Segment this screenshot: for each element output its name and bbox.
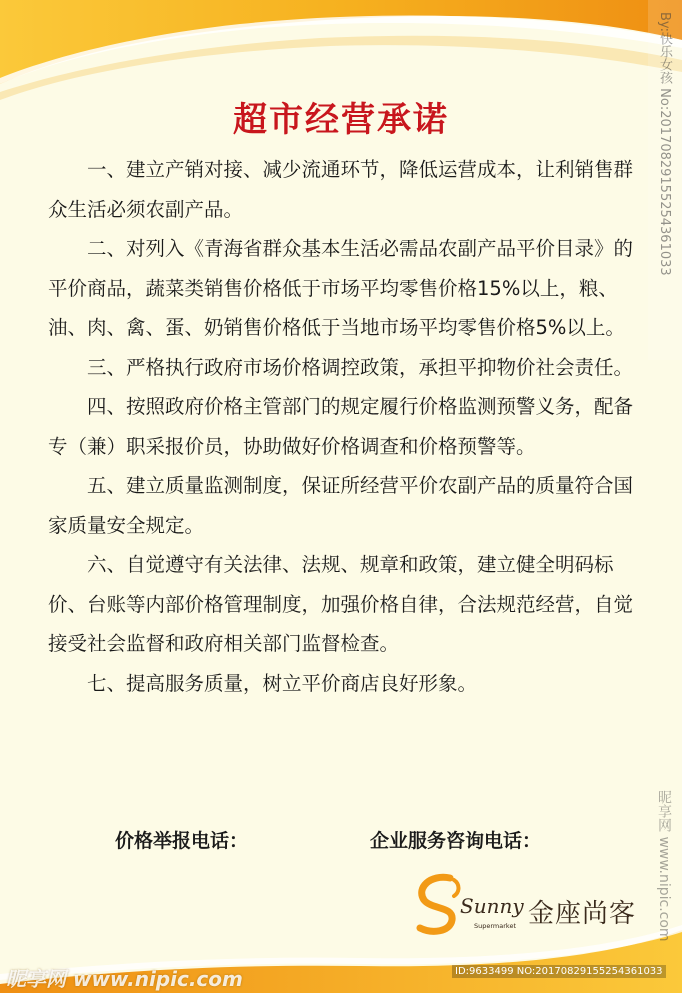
- commitment-item-3: 三、严格执行政府市场价格调控政策，承担平抑物价社会责任。: [87, 355, 634, 379]
- side-watermark-top: By:快乐女孩 No:20170829155254361033: [657, 12, 672, 276]
- commitment-item-2: 二、对列入《青海省群众基本生活必需品农副产品平价目录》的平价商品，蔬菜类销售价格低于市场平均零售价格15%以上，粮、油、肉、禽、蛋、奶销售价格低于当地市场平均零售价格5%以上。: [48, 237, 634, 339]
- commitment-item-7: 七、提高服务质量，树立平价商店良好形象。: [87, 671, 478, 695]
- price-report-phone-label: 价格举报电话：: [115, 830, 249, 852]
- bottom-watermark: 昵享网 www.nipic.com: [6, 967, 243, 991]
- commitment-item-4: 四、按照政府价格主管部门的规定履行价格监测预警义务，配备专（兼）职采报价员，协助做好价格调查和价格预警等。: [48, 395, 634, 458]
- commitment-list: [48, 150, 638, 703]
- service-phone-label: 企业服务咨询电话：: [370, 830, 542, 852]
- commitment-item-5: 五、建立质量监测制度，保证所经营平价农副产品的质量符合国家质量安全规定。: [48, 474, 634, 537]
- page-title: 超市经营承诺: [233, 100, 449, 140]
- commitment-item-1: 一、建立产销对接、减少流通环节，降低运营成本，让利销售群众生活必须农副产品。: [48, 158, 634, 221]
- side-watermark-bottom: 昵享网 www.nipic.com: [656, 790, 672, 942]
- logo-text-en: Sunny: [460, 894, 524, 918]
- logo-text-cn: 金座尚客: [528, 899, 637, 929]
- logo-text-sub: Supermarket: [474, 922, 516, 930]
- image-id-watermark: ID:9633499 NO:20170829155254361033: [452, 965, 666, 978]
- commitment-item-6: 六、自觉遵守有关法律、法规、规章和政策，建立健全明码标价、台账等内部价格管理制度，加强价格自律，合法规范经营，自觉接受社会监督和政府相关部门监督检查。: [48, 553, 634, 655]
